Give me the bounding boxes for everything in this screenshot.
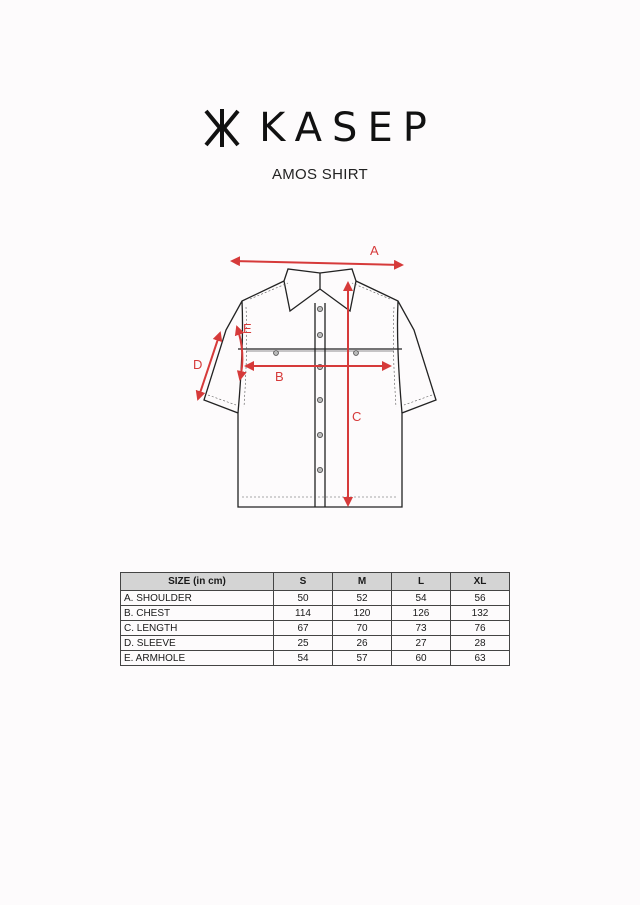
label-d: D (193, 357, 203, 372)
label-a: A (370, 243, 379, 258)
label-b: B (275, 369, 284, 384)
product-title: AMOS SHIRT (271, 166, 369, 183)
cell-value: 73 (392, 621, 451, 636)
measure-a-shoulder (232, 261, 402, 265)
brand-name: KASEP (259, 105, 437, 151)
row-label: C. LENGTH (121, 621, 274, 636)
table-row (121, 651, 510, 666)
row-label: B. CHEST (121, 606, 274, 621)
measurement-labels (193, 243, 379, 424)
cell-value: 56 (451, 591, 510, 606)
row-label: A. SHOULDER (121, 591, 274, 606)
label-e: E (243, 321, 252, 336)
shirt-measurement-diagram (180, 235, 460, 525)
table-row (121, 621, 510, 636)
table-row (121, 591, 510, 606)
cell-value: 63 (451, 651, 510, 666)
row-label: E. ARMHOLE (121, 651, 274, 666)
cell-value: 70 (333, 621, 392, 636)
header-size-l: L (392, 573, 451, 591)
table-row (121, 606, 510, 621)
cell-value: 28 (451, 636, 510, 651)
row-label: D. SLEEVE (121, 636, 274, 651)
cell-value: 76 (451, 621, 510, 636)
table-header-row (121, 573, 510, 591)
cell-value: 54 (274, 651, 333, 666)
cell-value: 114 (274, 606, 333, 621)
size-chart-table (120, 572, 510, 666)
shirt-buttons (274, 306, 362, 472)
cell-value: 126 (392, 606, 451, 621)
cell-value: 132 (451, 606, 510, 621)
cell-value: 60 (392, 651, 451, 666)
measure-e-armhole (237, 327, 242, 379)
cell-value: 120 (333, 606, 392, 621)
measurement-lines (198, 261, 402, 505)
cell-value: 27 (392, 636, 451, 651)
cell-value: 52 (333, 591, 392, 606)
stitch-lines (208, 283, 432, 497)
cell-value: 67 (274, 621, 333, 636)
cell-value: 25 (274, 636, 333, 651)
header-size-m: M (333, 573, 392, 591)
header-size-xl: XL (451, 573, 510, 591)
table-row (121, 636, 510, 651)
cell-value: 57 (333, 651, 392, 666)
cell-value: 50 (274, 591, 333, 606)
header-size-s: S (274, 573, 333, 591)
header-size-label: SIZE (in cm) (121, 573, 274, 591)
cell-value: 54 (392, 591, 451, 606)
kasep-logo-icon (203, 107, 241, 149)
label-c: C (352, 409, 362, 424)
brand-header (0, 103, 640, 153)
cell-value: 26 (333, 636, 392, 651)
